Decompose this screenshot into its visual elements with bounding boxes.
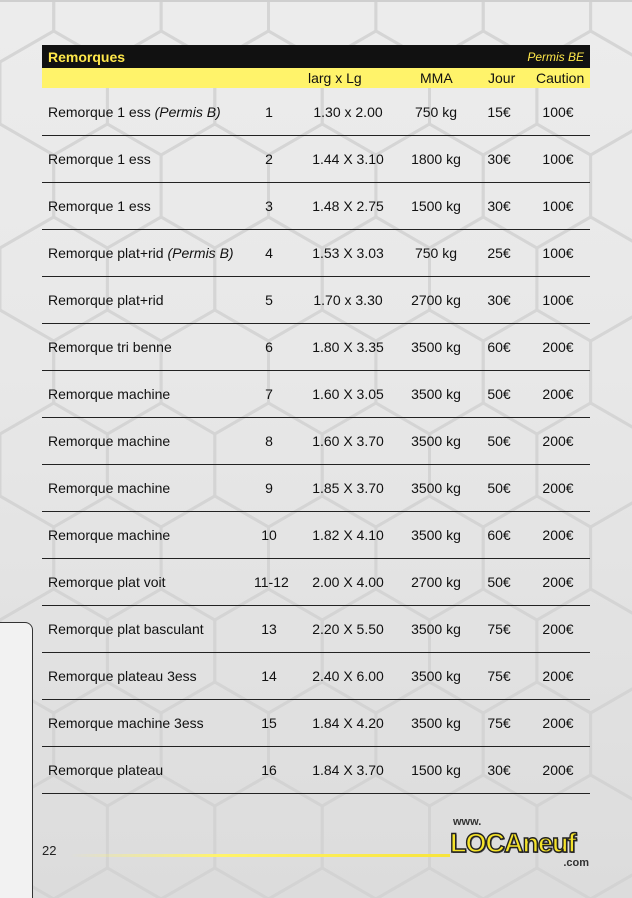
row-name-text: Remorque plateau 3ess xyxy=(48,668,197,684)
row-day-price: 60€ xyxy=(487,527,511,543)
page-number: 22 xyxy=(42,843,57,858)
logo-www: www. xyxy=(453,816,482,828)
row-name-text: Remorque 1 ess xyxy=(48,104,151,120)
row-name xyxy=(48,386,170,402)
row-mma: 3500 kg xyxy=(411,480,461,496)
row-deposit: 100€ xyxy=(542,198,574,214)
row-number: 6 xyxy=(265,339,273,355)
hexagon-shape xyxy=(54,868,161,898)
row-day-price: 25€ xyxy=(487,245,511,261)
row-mma: 1500 kg xyxy=(411,762,461,778)
logo-brand-bold: LOCA xyxy=(450,828,523,858)
row-deposit: 200€ xyxy=(542,621,574,637)
row-number: 2 xyxy=(265,151,273,167)
row-deposit: 100€ xyxy=(542,292,574,308)
row-dimensions: 1.84 X 3.70 xyxy=(312,762,384,778)
row-mma: 3500 kg xyxy=(411,386,461,402)
row-name xyxy=(48,574,166,590)
row-day-price: 50€ xyxy=(487,574,511,590)
row-name xyxy=(48,198,151,214)
row-name xyxy=(48,339,172,355)
table-row xyxy=(42,277,590,324)
row-number: 3 xyxy=(265,198,273,214)
column-header-mma: MMA xyxy=(420,70,453,86)
row-name-text: Remorque plat basculant xyxy=(48,621,204,637)
row-day-price: 50€ xyxy=(487,386,511,402)
row-mma: 1800 kg xyxy=(411,151,461,167)
row-deposit: 200€ xyxy=(542,339,574,355)
row-name xyxy=(48,104,221,120)
footer-accent-line xyxy=(70,854,450,857)
row-name xyxy=(48,292,164,308)
locaneuf-logo xyxy=(450,816,595,874)
row-name xyxy=(48,762,163,778)
row-name xyxy=(48,527,170,543)
logo-brand-light: neuf xyxy=(522,828,576,858)
row-license-note: (Permis B) xyxy=(154,104,221,120)
row-number: 8 xyxy=(265,433,273,449)
table-row xyxy=(42,183,590,230)
row-name-text: Remorque machine xyxy=(48,433,171,449)
row-name xyxy=(48,480,170,496)
row-name xyxy=(48,433,170,449)
row-name xyxy=(48,245,234,261)
table-row xyxy=(42,371,590,418)
row-deposit: 200€ xyxy=(542,480,574,496)
row-dimensions: 1.82 X 4.10 xyxy=(312,527,384,543)
row-license-note: (Permis B) xyxy=(167,245,234,261)
row-dimensions: 2.00 X 4.00 xyxy=(312,574,384,590)
row-mma: 3500 kg xyxy=(411,527,461,543)
row-name xyxy=(48,668,197,684)
row-number: 5 xyxy=(265,292,273,308)
table-row xyxy=(42,324,590,371)
row-mma: 2700 kg xyxy=(411,574,461,590)
section-header xyxy=(42,45,590,68)
row-number: 7 xyxy=(265,386,273,402)
row-name-text: Remorque machine 3ess xyxy=(48,715,204,731)
row-name xyxy=(48,715,204,731)
hexagon-shape xyxy=(161,868,268,898)
row-name-text: Remorque 1 ess xyxy=(48,198,151,214)
section-title: Remorques xyxy=(48,48,126,65)
row-day-price: 75€ xyxy=(487,668,511,684)
row-mma: 3500 kg xyxy=(411,621,461,637)
table-row xyxy=(42,230,590,277)
row-deposit: 200€ xyxy=(542,527,574,543)
row-dimensions: 1.30 x 2.00 xyxy=(313,104,383,120)
table-row xyxy=(42,606,590,653)
table-row xyxy=(42,418,590,465)
row-day-price: 30€ xyxy=(487,198,511,214)
column-header-row xyxy=(42,68,590,88)
top-border xyxy=(0,0,632,2)
row-deposit: 200€ xyxy=(542,386,574,402)
row-deposit: 100€ xyxy=(542,245,574,261)
hexagon-shape xyxy=(269,868,376,898)
row-number: 14 xyxy=(261,668,277,684)
row-name-text: Remorque machine xyxy=(48,386,171,402)
section-permis: Permis BE xyxy=(527,49,584,64)
row-name-text: Remorque plateau xyxy=(48,762,164,778)
row-mma: 3500 kg xyxy=(411,668,461,684)
row-name-text: Remorque 1 ess xyxy=(48,151,151,167)
row-deposit: 200€ xyxy=(542,668,574,684)
row-name xyxy=(48,621,204,637)
row-name-text: Remorque plat voit xyxy=(48,574,166,590)
row-deposit: 200€ xyxy=(542,574,574,590)
table-row xyxy=(42,136,590,183)
row-mma: 2700 kg xyxy=(411,292,461,308)
row-dimensions: 1.60 X 3.70 xyxy=(312,433,384,449)
row-number: 15 xyxy=(261,715,277,731)
table-row xyxy=(42,89,590,136)
row-name-text: Remorque machine xyxy=(48,480,171,496)
row-mma: 1500 kg xyxy=(411,198,461,214)
row-mma: 3500 kg xyxy=(411,433,461,449)
row-name-text: Remorque tri benne xyxy=(48,339,172,355)
row-deposit: 100€ xyxy=(542,151,574,167)
column-header-jour: Jour xyxy=(488,70,516,86)
row-number: 11-12 xyxy=(254,574,289,590)
row-dimensions: 2.20 X 5.50 xyxy=(312,621,384,637)
table-row xyxy=(42,512,590,559)
row-number: 1 xyxy=(265,104,273,120)
row-day-price: 30€ xyxy=(487,151,511,167)
row-number: 9 xyxy=(265,480,273,496)
row-day-price: 15€ xyxy=(487,104,511,120)
table-row xyxy=(42,559,590,606)
table-row xyxy=(42,747,590,794)
row-mma: 750 kg xyxy=(414,104,458,120)
row-number: 13 xyxy=(261,621,277,637)
row-name xyxy=(48,151,151,167)
row-dimensions: 1.85 X 3.70 xyxy=(312,480,384,496)
trailer-table xyxy=(42,89,590,794)
row-dimensions: 2.40 X 6.00 xyxy=(312,668,384,684)
row-number: 16 xyxy=(261,762,277,778)
row-deposit: 200€ xyxy=(542,762,574,778)
logo-brand xyxy=(450,828,576,859)
row-dimensions: 1.84 X 4.20 xyxy=(312,715,384,731)
logo-tld: .com xyxy=(563,857,589,869)
column-header-dimensions: larg x Lg xyxy=(308,70,362,86)
row-day-price: 30€ xyxy=(487,292,511,308)
row-dimensions: 1.44 X 3.10 xyxy=(312,151,384,167)
row-dimensions: 1.60 X 3.05 xyxy=(312,386,384,402)
row-number: 4 xyxy=(265,245,273,261)
table-row xyxy=(42,700,590,747)
row-deposit: 200€ xyxy=(542,715,574,731)
row-deposit: 100€ xyxy=(542,104,574,120)
row-day-price: 60€ xyxy=(487,339,511,355)
row-name-text: Remorque plat+rid xyxy=(48,292,164,308)
row-mma: 3500 kg xyxy=(411,715,461,731)
row-day-price: 50€ xyxy=(487,433,511,449)
row-mma: 750 kg xyxy=(414,245,458,261)
row-day-price: 75€ xyxy=(487,621,511,637)
table-row xyxy=(42,653,590,700)
column-header-caution: Caution xyxy=(536,70,585,86)
row-name-text: Remorque machine xyxy=(48,527,171,543)
row-dimensions: 1.80 X 3.35 xyxy=(312,339,384,355)
row-dimensions: 1.70 x 3.30 xyxy=(313,292,383,308)
row-dimensions: 1.48 X 2.75 xyxy=(312,198,384,214)
row-dimensions: 1.53 X 3.03 xyxy=(312,245,384,261)
table-row xyxy=(42,465,590,512)
row-day-price: 50€ xyxy=(487,480,511,496)
row-number: 10 xyxy=(261,527,277,543)
row-day-price: 75€ xyxy=(487,715,511,731)
row-day-price: 30€ xyxy=(487,762,511,778)
row-name-text: Remorque plat+rid xyxy=(48,245,164,261)
row-deposit: 200€ xyxy=(542,433,574,449)
side-tab-decoration xyxy=(0,622,33,898)
hexagon-shape xyxy=(591,868,632,898)
row-mma: 3500 kg xyxy=(411,339,461,355)
